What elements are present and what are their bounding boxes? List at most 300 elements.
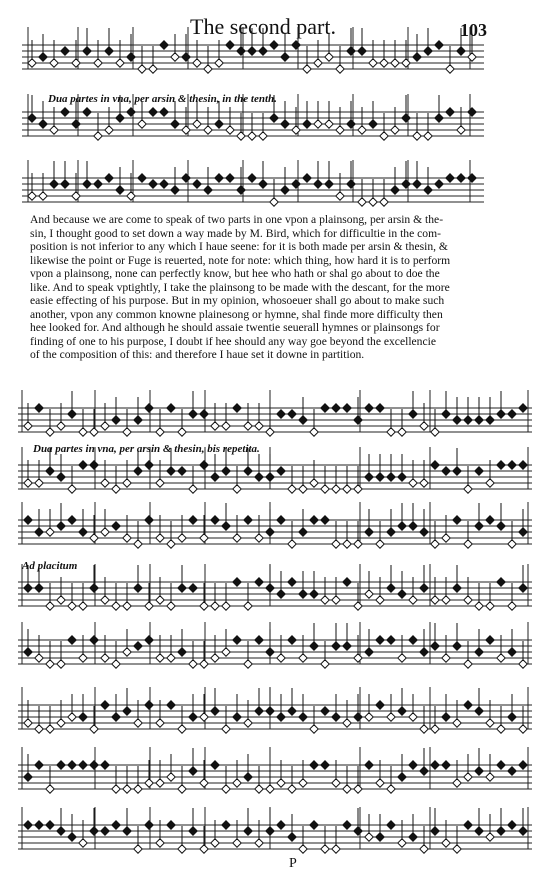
note-head bbox=[508, 602, 516, 610]
note-head bbox=[244, 422, 252, 430]
note-head bbox=[211, 473, 219, 481]
note-head bbox=[123, 785, 131, 793]
note-head bbox=[182, 53, 190, 61]
note-head bbox=[57, 719, 65, 727]
note-head bbox=[46, 821, 54, 829]
note-head bbox=[244, 719, 252, 727]
note-head bbox=[365, 404, 373, 412]
note-head bbox=[277, 654, 285, 662]
note-head bbox=[156, 596, 164, 604]
note-head bbox=[244, 773, 252, 781]
note-head bbox=[248, 174, 256, 182]
note-head bbox=[508, 410, 516, 418]
note-head bbox=[134, 584, 142, 592]
note-head bbox=[486, 773, 494, 781]
note-head bbox=[270, 41, 278, 49]
note-head bbox=[431, 540, 439, 548]
note-head bbox=[90, 534, 98, 542]
note-head bbox=[398, 707, 406, 715]
note-head bbox=[222, 725, 230, 733]
note-head bbox=[79, 461, 87, 469]
note-head bbox=[57, 473, 65, 481]
note-head bbox=[475, 827, 483, 835]
note-head bbox=[431, 642, 439, 650]
note-head bbox=[281, 120, 289, 128]
note-head bbox=[321, 516, 329, 524]
note-head bbox=[332, 779, 340, 787]
note-head bbox=[24, 719, 32, 727]
note-head bbox=[134, 642, 142, 650]
note-head bbox=[138, 65, 146, 73]
paragraph-line: like. And to speak vptightly, I take the plainsong to be made with the descant, for the more bbox=[30, 280, 450, 294]
note-head bbox=[112, 416, 120, 424]
note-head bbox=[94, 180, 102, 188]
note-head bbox=[244, 516, 252, 524]
note-head bbox=[24, 516, 32, 524]
note-head bbox=[178, 428, 186, 436]
note-head bbox=[112, 602, 120, 610]
note-head bbox=[446, 108, 454, 116]
note-head bbox=[288, 410, 296, 418]
note-head bbox=[167, 821, 175, 829]
note-head bbox=[46, 528, 54, 536]
note-head bbox=[68, 516, 76, 524]
note-head bbox=[46, 660, 54, 668]
note-head bbox=[332, 642, 340, 650]
note-head bbox=[420, 845, 428, 853]
note-head bbox=[193, 59, 201, 67]
note-head bbox=[178, 648, 186, 656]
note-head bbox=[409, 761, 417, 769]
signature-mark: P bbox=[289, 856, 297, 871]
note-head bbox=[354, 540, 362, 548]
note-head bbox=[420, 479, 428, 487]
note-head bbox=[105, 174, 113, 182]
note-head bbox=[508, 713, 516, 721]
note-head bbox=[72, 120, 80, 128]
note-head bbox=[101, 528, 109, 536]
note-head bbox=[244, 827, 252, 835]
note-head bbox=[112, 660, 120, 668]
note-head bbox=[369, 59, 377, 67]
note-head bbox=[365, 528, 373, 536]
note-head bbox=[57, 827, 65, 835]
note-head bbox=[83, 180, 91, 188]
note-head bbox=[299, 713, 307, 721]
note-head bbox=[310, 590, 318, 598]
note-head bbox=[343, 485, 351, 493]
note-head bbox=[68, 713, 76, 721]
note-head bbox=[277, 410, 285, 418]
note-head bbox=[442, 410, 450, 418]
note-head bbox=[178, 467, 186, 475]
note-head bbox=[24, 479, 32, 487]
note-head bbox=[101, 479, 109, 487]
note-head bbox=[222, 602, 230, 610]
note-head bbox=[347, 180, 355, 188]
note-head bbox=[409, 479, 417, 487]
note-head bbox=[398, 773, 406, 781]
note-head bbox=[189, 660, 197, 668]
note-head bbox=[57, 522, 65, 530]
note-head bbox=[420, 528, 428, 536]
note-head bbox=[369, 120, 377, 128]
note-head bbox=[475, 467, 483, 475]
note-head bbox=[215, 174, 223, 182]
note-head bbox=[200, 410, 208, 418]
note-head bbox=[215, 120, 223, 128]
note-head bbox=[68, 485, 76, 493]
note-head bbox=[46, 467, 54, 475]
note-head bbox=[508, 767, 516, 775]
note-head bbox=[35, 404, 43, 412]
note-head bbox=[270, 198, 278, 206]
note-head bbox=[46, 428, 54, 436]
paragraph-line: easie effecting of his purpose. But in my opinion, whosoeuer shall go about to make such bbox=[30, 294, 445, 307]
note-head bbox=[178, 725, 186, 733]
note-head bbox=[145, 701, 153, 709]
note-head bbox=[299, 779, 307, 787]
note-head bbox=[442, 713, 450, 721]
note-head bbox=[127, 53, 135, 61]
note-head bbox=[453, 516, 461, 524]
note-head bbox=[200, 534, 208, 542]
note-head bbox=[508, 648, 516, 656]
note-head bbox=[413, 180, 421, 188]
note-head bbox=[347, 120, 355, 128]
note-head bbox=[281, 186, 289, 194]
note-head bbox=[391, 186, 399, 194]
note-head bbox=[409, 713, 417, 721]
note-head bbox=[68, 761, 76, 769]
note-head bbox=[398, 839, 406, 847]
note-head bbox=[222, 785, 230, 793]
note-head bbox=[431, 428, 439, 436]
note-head bbox=[167, 467, 175, 475]
note-head bbox=[211, 707, 219, 715]
note-head bbox=[79, 602, 87, 610]
note-head bbox=[402, 114, 410, 122]
note-head bbox=[90, 827, 98, 835]
note-head bbox=[464, 416, 472, 424]
note-head bbox=[24, 821, 32, 829]
note-head bbox=[112, 821, 120, 829]
note-head bbox=[486, 833, 494, 841]
note-head bbox=[178, 845, 186, 853]
note-head bbox=[310, 761, 318, 769]
note-head bbox=[204, 65, 212, 73]
note-head bbox=[325, 180, 333, 188]
note-head bbox=[486, 479, 494, 487]
note-head bbox=[497, 654, 505, 662]
note-head bbox=[376, 473, 384, 481]
note-head bbox=[61, 180, 69, 188]
note-head bbox=[50, 126, 58, 134]
note-head bbox=[431, 596, 439, 604]
note-head bbox=[398, 522, 406, 530]
note-head bbox=[453, 719, 461, 727]
note-head bbox=[255, 785, 263, 793]
note-head bbox=[387, 636, 395, 644]
paragraph-line: likewise the point or Fuge is reuerted, note for note: which thing, how hard it is to perform bbox=[30, 253, 451, 267]
note-head bbox=[321, 485, 329, 493]
canon-label-first: Dua partes in vna, per arsin & thesin, in the tenth. bbox=[48, 93, 277, 105]
note-head bbox=[134, 540, 142, 548]
note-head bbox=[486, 636, 494, 644]
note-head bbox=[160, 41, 168, 49]
note-head bbox=[398, 654, 406, 662]
note-head bbox=[409, 833, 417, 841]
note-head bbox=[149, 180, 157, 188]
note-head bbox=[519, 404, 527, 412]
note-head bbox=[28, 59, 36, 67]
note-head bbox=[508, 540, 516, 548]
note-head bbox=[226, 126, 234, 134]
note-head bbox=[376, 636, 384, 644]
note-head bbox=[354, 713, 362, 721]
note-head bbox=[468, 108, 476, 116]
note-head bbox=[303, 120, 311, 128]
note-head bbox=[178, 584, 186, 592]
note-head bbox=[332, 404, 340, 412]
note-head bbox=[200, 660, 208, 668]
note-head bbox=[123, 827, 131, 835]
note-head bbox=[343, 719, 351, 727]
note-head bbox=[497, 761, 505, 769]
note-head bbox=[321, 660, 329, 668]
note-head bbox=[248, 47, 256, 55]
note-head bbox=[453, 416, 461, 424]
note-head bbox=[211, 516, 219, 524]
note-head bbox=[519, 461, 527, 469]
note-head bbox=[332, 485, 340, 493]
note-head bbox=[68, 636, 76, 644]
note-head bbox=[358, 198, 366, 206]
note-head bbox=[101, 654, 109, 662]
note-head bbox=[211, 654, 219, 662]
note-head bbox=[101, 422, 109, 430]
note-head bbox=[519, 528, 527, 536]
note-head bbox=[233, 534, 241, 542]
note-head bbox=[24, 773, 32, 781]
note-head bbox=[343, 578, 351, 586]
note-head bbox=[145, 602, 153, 610]
note-head bbox=[420, 767, 428, 775]
note-head bbox=[189, 767, 197, 775]
note-head bbox=[380, 132, 388, 140]
note-head bbox=[101, 701, 109, 709]
note-head bbox=[127, 108, 135, 116]
note-head bbox=[468, 174, 476, 182]
note-head bbox=[226, 41, 234, 49]
note-head bbox=[464, 596, 472, 604]
note-head bbox=[354, 785, 362, 793]
note-head bbox=[310, 479, 318, 487]
paragraph-line: finding of one to his purpose, I doubt if hee should any way goe beyond the excellencie bbox=[30, 334, 436, 348]
note-head bbox=[266, 584, 274, 592]
note-head bbox=[431, 461, 439, 469]
note-head bbox=[486, 516, 494, 524]
note-head bbox=[266, 648, 274, 656]
note-head bbox=[358, 126, 366, 134]
note-head bbox=[299, 485, 307, 493]
note-head bbox=[72, 192, 80, 200]
note-head bbox=[277, 467, 285, 475]
note-head bbox=[409, 596, 417, 604]
note-head bbox=[90, 636, 98, 644]
note-head bbox=[233, 578, 241, 586]
note-head bbox=[387, 428, 395, 436]
note-head bbox=[182, 126, 190, 134]
note-head bbox=[255, 422, 263, 430]
note-head bbox=[387, 713, 395, 721]
note-head bbox=[486, 719, 494, 727]
note-head bbox=[255, 636, 263, 644]
note-head bbox=[72, 59, 80, 67]
page-number: 103 bbox=[460, 20, 487, 40]
note-head bbox=[189, 410, 197, 418]
note-head bbox=[464, 540, 472, 548]
note-head bbox=[248, 132, 256, 140]
note-head bbox=[189, 516, 197, 524]
note-head bbox=[266, 528, 274, 536]
note-head bbox=[281, 53, 289, 61]
note-head bbox=[145, 404, 153, 412]
note-head bbox=[79, 713, 87, 721]
note-head bbox=[431, 725, 439, 733]
note-head bbox=[83, 108, 91, 116]
note-head bbox=[336, 126, 344, 134]
note-head bbox=[380, 59, 388, 67]
note-head bbox=[233, 636, 241, 644]
note-head bbox=[79, 839, 87, 847]
note-head bbox=[244, 602, 252, 610]
note-head bbox=[475, 707, 483, 715]
note-head bbox=[519, 584, 527, 592]
note-head bbox=[116, 114, 124, 122]
note-head bbox=[156, 534, 164, 542]
note-head bbox=[24, 584, 32, 592]
note-head bbox=[167, 701, 175, 709]
note-head bbox=[145, 779, 153, 787]
note-head bbox=[299, 845, 307, 853]
note-head bbox=[112, 522, 120, 530]
note-head bbox=[266, 428, 274, 436]
paragraph-line: another, vpon any common knowne plainesong or hymne, shal finde more difficulty then bbox=[30, 307, 443, 321]
note-head bbox=[310, 642, 318, 650]
note-head bbox=[134, 845, 142, 853]
note-head bbox=[200, 461, 208, 469]
note-head bbox=[277, 713, 285, 721]
note-head bbox=[431, 761, 439, 769]
note-head bbox=[149, 108, 157, 116]
note-head bbox=[391, 126, 399, 134]
note-head bbox=[156, 654, 164, 662]
note-head bbox=[116, 59, 124, 67]
note-head bbox=[343, 785, 351, 793]
note-head bbox=[343, 642, 351, 650]
note-head bbox=[233, 779, 241, 787]
note-head bbox=[178, 534, 186, 542]
note-head bbox=[475, 416, 483, 424]
note-head bbox=[83, 47, 91, 55]
note-head bbox=[211, 761, 219, 769]
note-head bbox=[94, 132, 102, 140]
note-head bbox=[57, 422, 65, 430]
note-head bbox=[336, 65, 344, 73]
note-head bbox=[314, 180, 322, 188]
note-head bbox=[233, 485, 241, 493]
note-head bbox=[468, 53, 476, 61]
note-head bbox=[57, 761, 65, 769]
note-head bbox=[233, 839, 241, 847]
note-head bbox=[409, 636, 417, 644]
note-head bbox=[61, 47, 69, 55]
note-head bbox=[365, 648, 373, 656]
note-head bbox=[288, 578, 296, 586]
note-head bbox=[402, 59, 410, 67]
note-head bbox=[134, 785, 142, 793]
note-head bbox=[35, 725, 43, 733]
note-head bbox=[420, 422, 428, 430]
note-head bbox=[376, 540, 384, 548]
note-head bbox=[442, 534, 450, 542]
note-head bbox=[178, 785, 186, 793]
note-head bbox=[57, 596, 65, 604]
note-head bbox=[123, 534, 131, 542]
note-head bbox=[233, 713, 241, 721]
note-head bbox=[259, 47, 267, 55]
note-head bbox=[244, 660, 252, 668]
note-head bbox=[145, 636, 153, 644]
note-head bbox=[237, 186, 245, 194]
note-head bbox=[193, 180, 201, 188]
note-head bbox=[277, 821, 285, 829]
note-head bbox=[497, 461, 505, 469]
note-head bbox=[255, 473, 263, 481]
note-head bbox=[145, 461, 153, 469]
note-head bbox=[90, 461, 98, 469]
note-head bbox=[277, 590, 285, 598]
note-head bbox=[134, 719, 142, 727]
note-head bbox=[453, 584, 461, 592]
note-head bbox=[222, 422, 230, 430]
note-head bbox=[116, 186, 124, 194]
note-head bbox=[391, 59, 399, 67]
note-head bbox=[299, 416, 307, 424]
note-head bbox=[145, 516, 153, 524]
note-head bbox=[277, 516, 285, 524]
note-head bbox=[226, 174, 234, 182]
note-head bbox=[343, 540, 351, 548]
note-head bbox=[68, 602, 76, 610]
note-head bbox=[332, 540, 340, 548]
note-head bbox=[266, 473, 274, 481]
note-head bbox=[387, 473, 395, 481]
note-head bbox=[171, 120, 179, 128]
note-head bbox=[453, 779, 461, 787]
note-head bbox=[204, 126, 212, 134]
note-head bbox=[292, 180, 300, 188]
note-head bbox=[94, 59, 102, 67]
note-head bbox=[336, 192, 344, 200]
note-head bbox=[156, 839, 164, 847]
note-head bbox=[189, 584, 197, 592]
note-head bbox=[442, 467, 450, 475]
paragraph-line: sin, I thought good to set down a way made by M. Bird, which for difficultie in the com- bbox=[30, 226, 441, 240]
note-head bbox=[508, 821, 516, 829]
note-head bbox=[497, 410, 505, 418]
